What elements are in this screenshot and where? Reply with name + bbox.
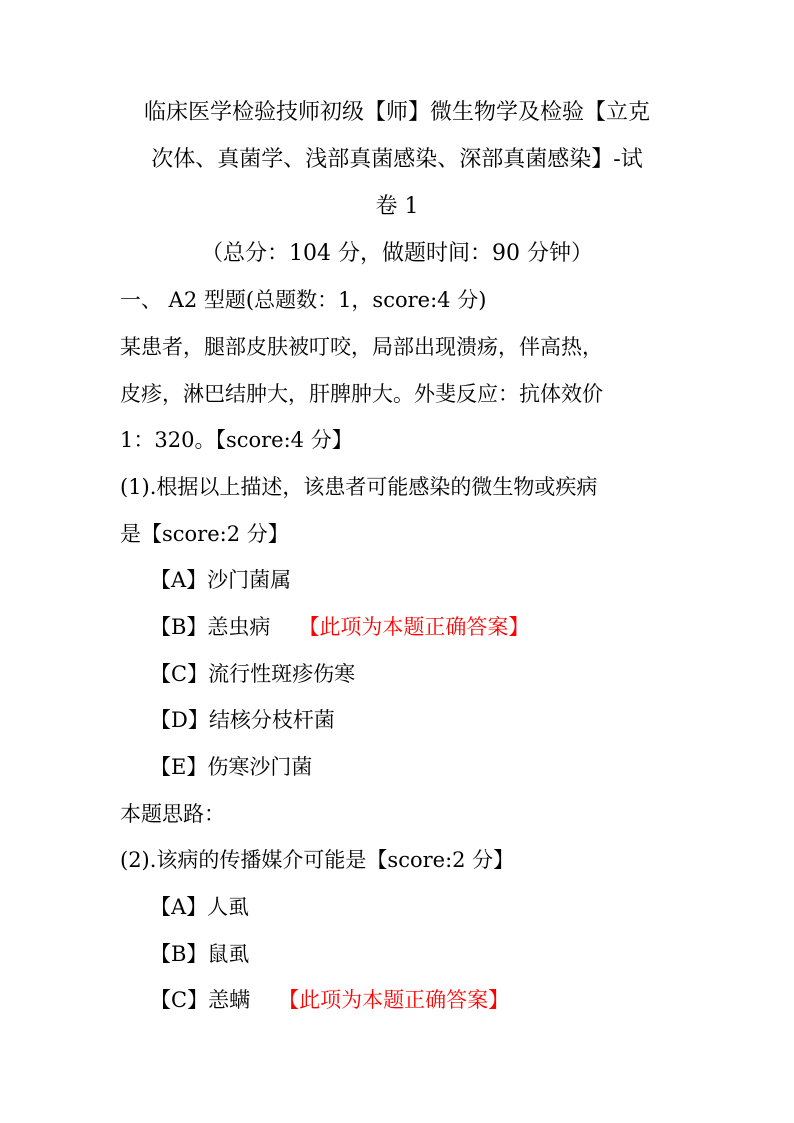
title-line-2: 次体、真菌学、浅部真菌感染、深部真菌感染】-试: [151, 147, 643, 172]
q2-option-c-label: 【C】恙螨: [150, 988, 251, 1012]
q1-text-line-2: 是【score:2 分】: [120, 522, 289, 546]
question-stem-line-1: 某患者，腿部皮肤被叮咬，局部出现溃疡，伴高热，: [120, 335, 603, 359]
q2-option-a-label: 【A】人虱: [150, 895, 250, 919]
section-heading: 一、 A2 型题(总题数：1，score:4 分): [120, 288, 487, 312]
q2-option-b-label: 【B】鼠虱: [150, 942, 250, 966]
question-stem-line-2: 皮疹，淋巴结肿大，肝脾肿大。外斐反应：抗体效价: [120, 382, 603, 406]
q1-text-line-1: (1).根据以上描述，该患者可能感染的微生物或疾病: [120, 475, 598, 499]
q1-option-d: [150, 705, 710, 735]
q1-option-e: [150, 752, 710, 782]
q2-option-a: [150, 892, 710, 922]
q1-option-a-label: 【A】沙门菌属: [150, 568, 292, 592]
q1-option-c: [150, 659, 710, 689]
q2-correct-answer-mark: 【此项为本题正确答案】: [278, 988, 510, 1012]
q2-text-line-1: (2).该病的传播媒介可能是【score:2 分】: [120, 848, 515, 872]
q1-explanation: 本题思路：: [120, 802, 225, 826]
exam-summary: （总分：104 分，做题时间：90 分钟）: [201, 241, 593, 266]
q1-option-b-label: 【B】恙虫病: [150, 615, 271, 639]
title-line-3: 卷 1: [375, 194, 419, 219]
q1-correct-answer-mark: 【此项为本题正确答案】: [298, 615, 530, 639]
q1-option-e-label: 【E】伤寒沙门菌: [150, 755, 313, 779]
q1-option-c-label: 【C】流行性斑疹伤寒: [150, 662, 356, 686]
question-stem-line-3: 1：320。【score:4 分】: [120, 428, 353, 452]
title-line-1: 临床医学检验技师初级【师】微生物学及检验【立克: [143, 100, 650, 125]
q1-option-d-label: 【D】结核分枝杆菌: [150, 708, 335, 732]
q1-option-b: [150, 612, 710, 642]
q2-option-b: [150, 939, 710, 969]
q1-option-a: [150, 565, 710, 595]
q2-option-c: [150, 985, 710, 1015]
